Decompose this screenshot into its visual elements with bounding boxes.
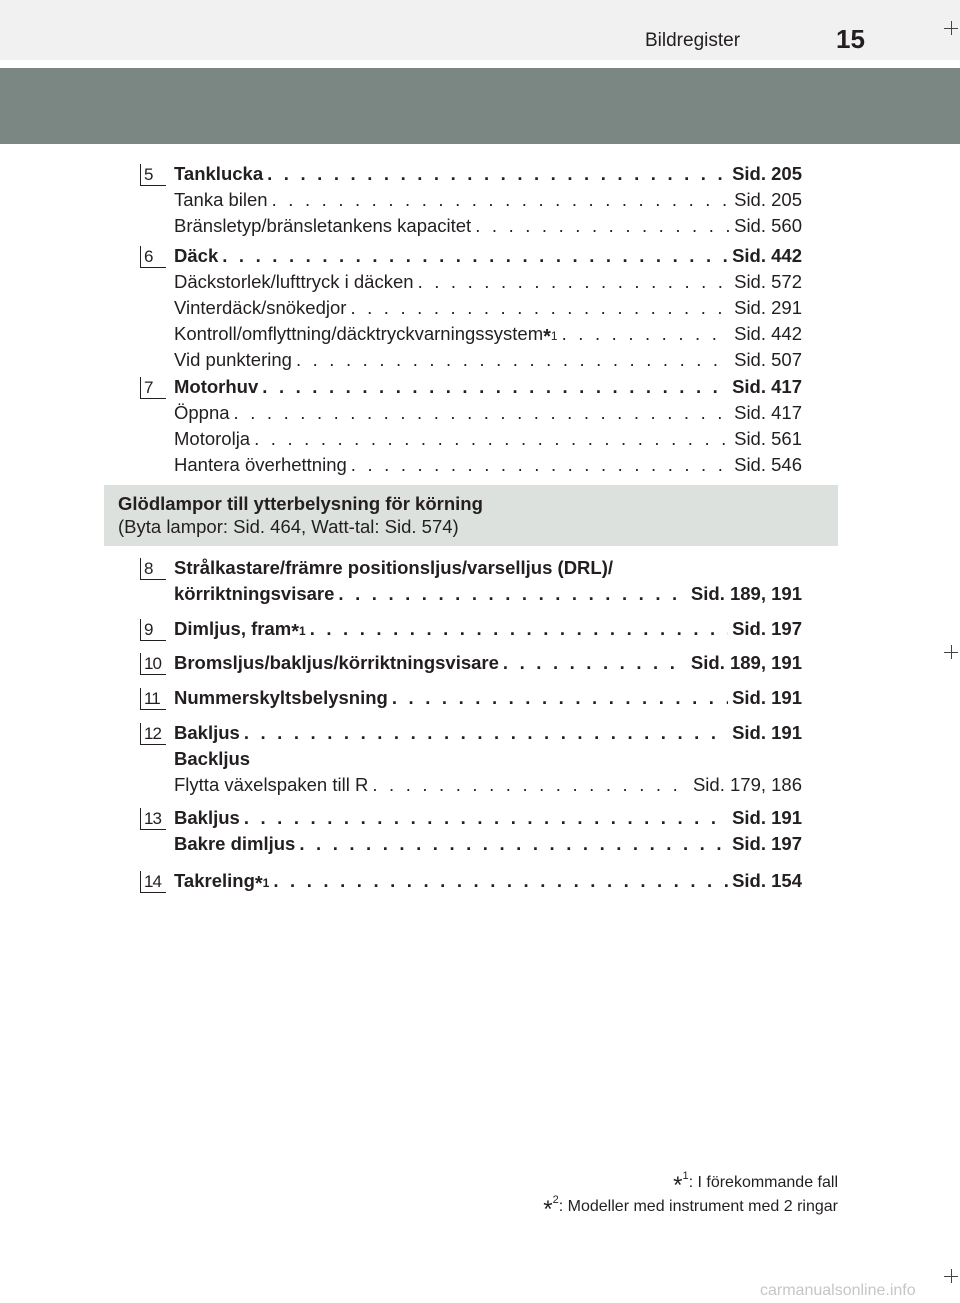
section-box (104, 485, 838, 546)
entry-label: Däckstorlek/lufttryck i däcken (174, 271, 414, 292)
entry-label: Backljus (174, 748, 251, 769)
dot-leader (296, 348, 730, 372)
header-band (0, 68, 960, 144)
entry-label: Tanka bilen (174, 189, 268, 210)
entry-line (174, 651, 802, 675)
page-reference[interactable]: Sid. 442 (732, 245, 802, 266)
entry-label: Kontroll/omflyttning/däcktryckvarningssystem (174, 323, 544, 344)
entry-line (174, 214, 802, 238)
dot-leader (562, 322, 731, 346)
entry-label: Bakljus (174, 722, 240, 743)
dot-leader (503, 651, 687, 675)
entry-label: Motorolja (174, 428, 251, 449)
page-reference[interactable]: Sid. 191 (732, 807, 802, 828)
dot-leader (244, 806, 728, 830)
entry-number-badge: 9 (140, 619, 166, 641)
dot-leader (222, 244, 728, 268)
page-reference[interactable]: Sid. 189, 191 (690, 583, 802, 604)
entry-line (174, 296, 802, 320)
dot-leader (234, 401, 731, 425)
dot-leader (475, 214, 730, 238)
entry-line (174, 322, 802, 349)
entry-line (174, 453, 802, 477)
entry-label: Strålkastare/främre positionsljus/varselljus (DRL)/ (174, 557, 614, 578)
entry-label: Bakre dimljus (174, 833, 296, 854)
entry-line (174, 869, 802, 896)
entry-number-badge: 14 (140, 871, 166, 893)
dot-leader (272, 188, 731, 212)
page-reference[interactable]: Sid. 179, 186 (692, 774, 802, 795)
footnote-reference: *1 (291, 621, 306, 643)
page-reference[interactable]: Sid. 191 (732, 722, 802, 743)
watermark[interactable]: carmanualsonline.info (760, 1282, 916, 1299)
entry-label: Nummerskyltsbelysning (174, 687, 388, 708)
entry-label: körriktningsvisare (174, 583, 335, 604)
entry-line (174, 686, 802, 710)
entry-number-badge: 10 (140, 653, 166, 675)
entry-label: Bränsletyp/bränsletankens kapacitet (174, 215, 472, 236)
entry-label: Hantera överhettning (174, 454, 347, 475)
page-reference[interactable]: Sid. 205 (734, 189, 802, 210)
page-reference[interactable]: Sid. 572 (734, 271, 802, 292)
entry-label: Bromsljus/bakljus/körriktningsvisare (174, 652, 499, 673)
dot-leader (372, 773, 689, 797)
page-reference[interactable]: Sid. 197 (732, 618, 802, 639)
entry-line (174, 188, 802, 212)
dot-leader (392, 686, 728, 710)
dot-leader (418, 270, 731, 294)
footnote-1: *$^1$: I förekommande fall (673, 1170, 838, 1199)
entry-line (174, 244, 802, 268)
dot-leader (262, 375, 728, 399)
entry-line (174, 401, 802, 425)
entry-label: Öppna (174, 402, 230, 423)
page-reference[interactable]: Sid. 205 (732, 163, 802, 184)
entry-line (174, 162, 802, 186)
entry-line (174, 832, 802, 856)
entry-label: Dimljus, fram (174, 618, 292, 639)
footnote-2: *$^2$: Modeller med instrument med 2 ringar (543, 1194, 838, 1223)
dot-leader (351, 453, 730, 477)
entry-line (174, 747, 802, 771)
entry-line (174, 427, 802, 451)
entry-line (174, 582, 802, 606)
entry-label: Däck (174, 245, 219, 266)
entry-label: Flytta växelspaken till R (174, 774, 369, 795)
header-strip (0, 0, 960, 60)
entry-line (174, 556, 802, 580)
page-reference[interactable]: Sid. 561 (734, 428, 802, 449)
section-subtitle: (Byta lampor: Sid. 464, Watt-tal: Sid. 574) (118, 516, 459, 537)
page-reference[interactable]: Sid. 442 (734, 323, 802, 344)
page-reference[interactable]: Sid. 154 (732, 870, 802, 891)
page-reference[interactable]: Sid. 291 (734, 297, 802, 318)
dot-leader (267, 162, 728, 186)
footnote-reference: *1 (254, 873, 270, 895)
entry-number-badge: 8 (140, 558, 166, 580)
entry-line (174, 348, 802, 372)
entry-number-badge: 5 (140, 164, 166, 186)
page-reference[interactable]: Sid. 191 (732, 687, 802, 708)
page-number: 15 (836, 24, 865, 54)
entry-number-badge: 13 (140, 808, 166, 830)
dot-leader (350, 296, 730, 320)
entry-number-badge: 11 (140, 688, 166, 710)
entry-label: Vinterdäck/snökedjor (174, 297, 347, 318)
dot-leader (254, 427, 730, 451)
entry-number-badge: 6 (140, 246, 166, 268)
dot-leader (338, 582, 687, 606)
entry-line (174, 773, 802, 797)
entry-label: Bakljus (174, 807, 240, 828)
page-reference[interactable]: Sid. 546 (734, 454, 802, 475)
entry-line (174, 617, 802, 644)
dot-leader (310, 617, 728, 641)
page-reference[interactable]: Sid. 560 (734, 215, 802, 236)
entry-label: Tanklucka (174, 163, 264, 184)
page-reference[interactable]: Sid. 417 (734, 402, 802, 423)
entry-label: Vid punktering (174, 349, 292, 370)
entry-line (174, 721, 802, 745)
section-title: Glödlampor till ytterbelysning för körning (118, 493, 483, 514)
entry-line (174, 806, 802, 830)
entry-label: Takreling (174, 870, 255, 891)
page-reference[interactable]: Sid. 189, 191 (690, 652, 802, 673)
entry-line (174, 270, 802, 294)
footnote-reference: *1 (543, 326, 558, 348)
dot-leader (299, 832, 728, 856)
page-reference[interactable]: Sid. 507 (734, 349, 802, 370)
entry-label: Motorhuv (174, 376, 259, 397)
entry-line (174, 375, 802, 399)
dot-leader (273, 869, 728, 893)
header-title: Bildregister (645, 30, 741, 51)
page-reference[interactable]: Sid. 197 (732, 833, 802, 854)
page-reference[interactable]: Sid. 417 (732, 376, 802, 397)
dot-leader (244, 721, 728, 745)
entry-number-badge: 12 (140, 723, 166, 745)
entry-number-badge: 7 (140, 377, 166, 399)
